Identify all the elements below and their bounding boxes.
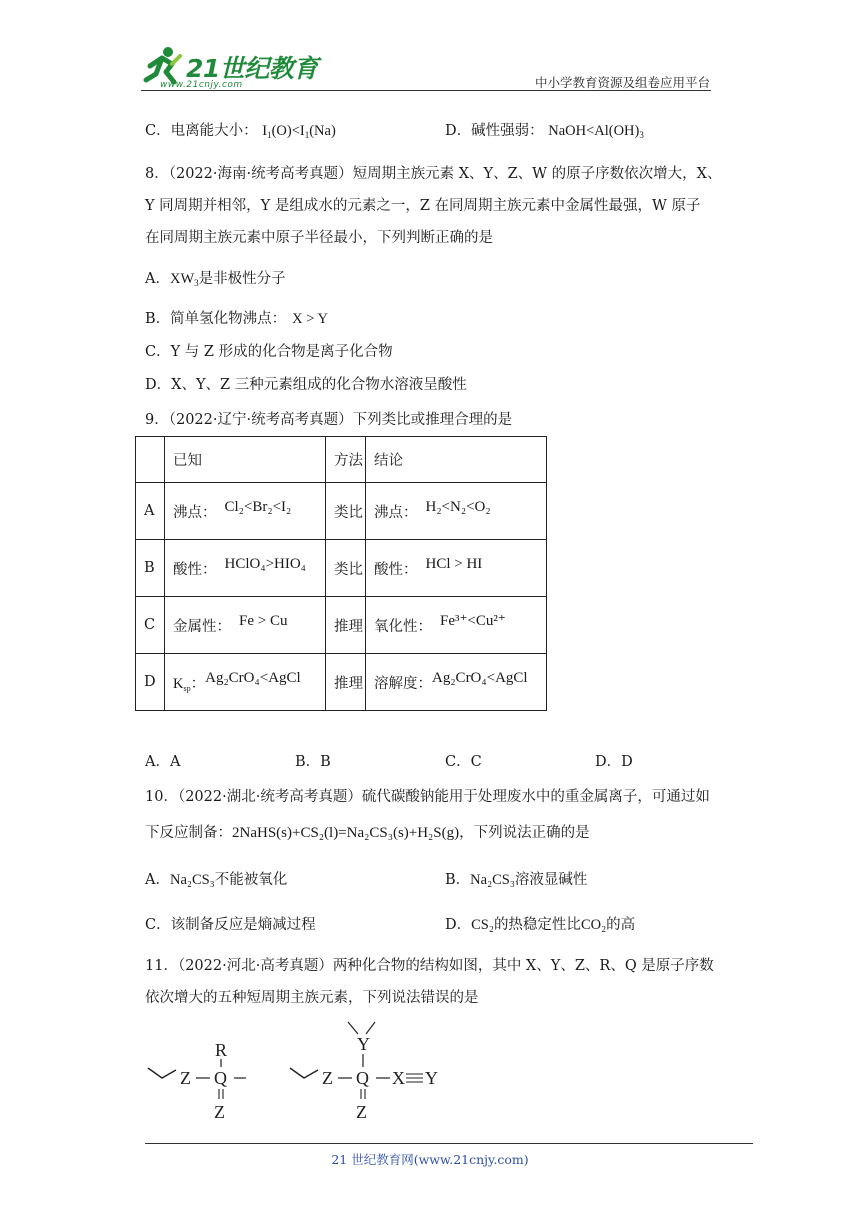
q10-equation: 2NaHS(s)+CS₂(l)=Na₂CS₃(s)+H₂S(g) — [232, 825, 460, 841]
footer-divider — [145, 1143, 753, 1144]
header-divider — [141, 90, 711, 91]
svg-text:Y: Y — [357, 1034, 370, 1054]
q9-option-a: A．A — [145, 754, 181, 770]
q8-option-d: D．X、Y、Z 三种元素组成的化合物水溶液呈酸性 — [145, 377, 467, 393]
method-cell: 类比 — [326, 540, 366, 597]
conclusion-cell: 沸点： H₂<N₂<O₂ — [366, 483, 547, 540]
q9-stem: 9．（2022·辽宁·统考高考真题）下列类比或推理合理的是 — [145, 412, 513, 428]
table-row — [136, 654, 547, 711]
logo-url: www.21cnjy.com — [160, 80, 243, 90]
table-header-row — [136, 437, 547, 483]
q7-option-c — [145, 121, 336, 141]
q10-stem-line1: 10．（2022·湖北·统考高考真题）硫代碳酸钠能用于处理废水中的重金属离子，可通过如 — [145, 789, 710, 805]
method-cell: 推理 — [326, 597, 366, 654]
row-key: A — [136, 483, 165, 540]
table-row — [136, 597, 547, 654]
q7-option-c-formula: $I_1(O)<I_1(Na)$ — [262, 123, 336, 141]
q11-stem-line1: 11．（2022·河北·高考真题）两种化合物的结构如图，其中 X、Y、Z、R、Q 是原子序数 — [145, 958, 714, 974]
q8-option-b-formula: X > Y — [292, 311, 328, 327]
q8-stem-line1: 8．（2022·海南·统考高考真题）短周期主族元素 X、Y、Z、W 的原子序数依次增大，X、 — [145, 166, 722, 182]
method-cell: 推理 — [326, 654, 366, 711]
header-tagline: 中小学教育资源及组卷应用平台 — [534, 75, 710, 90]
q9-table — [135, 436, 547, 711]
svg-text:Y: Y — [425, 1068, 438, 1088]
q8-option-a-formula: $XW_3$ — [169, 271, 199, 289]
q9-option-d: D．D — [595, 754, 633, 770]
svg-text:Q: Q — [356, 1068, 369, 1088]
table-header-cell — [136, 437, 165, 483]
svg-text:R: R — [215, 1040, 228, 1060]
svg-text:Z: Z — [214, 1102, 225, 1122]
q10-option-b: B．Na₂CS₃溶液显碱性 — [445, 872, 588, 888]
known-cell: $K_{sp}$：Ag₂CrO₄<AgCl — [165, 654, 326, 711]
q8-stem-line3: 在同周期主族元素中原子半径最小，下列判断正确的是 — [145, 230, 493, 246]
q10-option-d: D．CS₂的热稳定性比CO₂的高 — [445, 917, 636, 933]
table-row — [136, 540, 547, 597]
method-cell: 类比 — [326, 483, 366, 540]
table-header-cell: 结论 — [366, 437, 547, 483]
footer-text: 21 世纪教育网(www.21cnjy.com) — [331, 1152, 529, 1167]
svg-text:X: X — [392, 1068, 405, 1088]
row-key: D — [136, 654, 165, 711]
conclusion-cell: 溶解度：Ag₂CrO₄<AgCl — [366, 654, 547, 711]
known-cell: 沸点： Cl₂<Br₂<I₂ — [165, 483, 326, 540]
svg-text:Z: Z — [180, 1068, 191, 1088]
conclusion-cell: 酸性： HCl > HI — [366, 540, 547, 597]
q7-option-d-label: D．碱性强弱： — [445, 123, 544, 139]
table-row — [136, 483, 547, 540]
q10-option-a: A．Na₂CS₃不能被氧化 — [145, 872, 288, 888]
known-cell: 金属性： Fe > Cu — [165, 597, 326, 654]
structure-right — [290, 1022, 438, 1122]
q9-option-b: B．B — [295, 754, 331, 770]
row-key: B — [136, 540, 165, 597]
q9-option-c: C．C — [445, 754, 482, 770]
q11-structure-figure — [140, 1018, 460, 1128]
known-cell: 酸性： HClO₄>HIO₄ — [165, 540, 326, 597]
q10-option-c: C．该制备反应是熵减过程 — [145, 917, 316, 933]
q10-stem-line2: 下反应制备：2NaHS(s)+CS₂(l)=Na₂CS₃(s)+H₂S(g)，下列说法正确的是 — [145, 825, 590, 841]
svg-text:Z: Z — [356, 1102, 367, 1122]
row-key: C — [136, 597, 165, 654]
q7-option-d — [445, 121, 644, 141]
table-header-cell: 方法 — [326, 437, 366, 483]
svg-text:Q: Q — [214, 1068, 227, 1088]
q7-option-d-formula: $NaOH<Al(OH)_3$ — [548, 123, 644, 141]
table-header-cell: 已知 — [165, 437, 326, 483]
structure-left — [148, 1040, 246, 1122]
q11-stem-line2: 依次增大的五种短周期主族元素，下列说法错误的是 — [145, 990, 479, 1006]
logo-wordmark: 21世纪教育 — [186, 54, 318, 83]
q7-option-c-label: C．电离能大小： — [145, 123, 258, 139]
q8-option-a: A．$XW_3$是非极性分子 — [145, 271, 286, 289]
q8-stem-line2: Y 同周期并相邻，Y 是组成水的元素之一，Z 在同周期主族元素中金属性最强，W 原子 — [145, 198, 701, 214]
q8-option-c: C．Y 与 Z 形成的化合物是离子化合物 — [145, 344, 393, 360]
conclusion-cell: 氧化性： Fe³⁺<Cu²⁺ — [366, 597, 547, 654]
svg-text:Z: Z — [322, 1068, 333, 1088]
q8-option-b: B．简单氢化物沸点： X > Y — [145, 311, 328, 327]
